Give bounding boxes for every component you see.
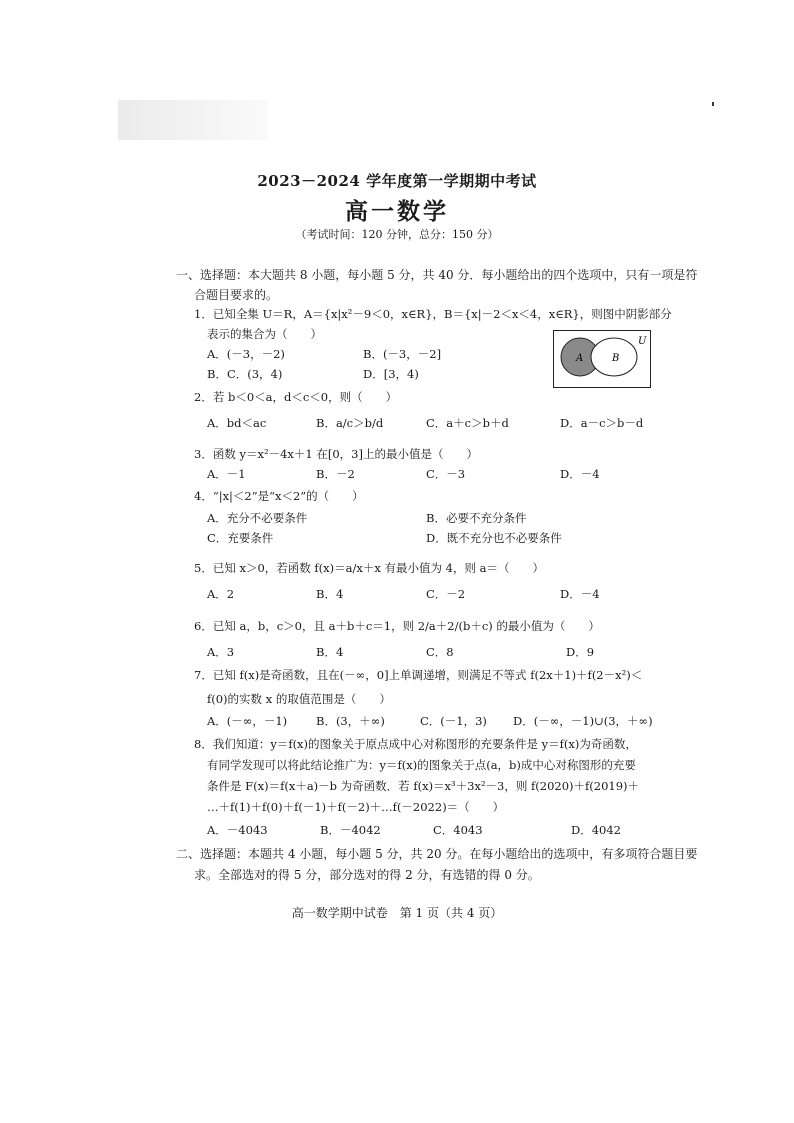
q6-option-a: A．3 [207, 645, 235, 659]
section2-intro-line2: 求。全部选对的得 5 分，部分选对的得 2 分，有选错的得 0 分。 [194, 868, 540, 882]
q5-option-a: A．2 [207, 587, 235, 601]
venn-label-u: U [638, 336, 647, 347]
q4-option-d: D．既不充分也不必要条件 [426, 531, 562, 545]
q3-stem: 3．函数 y＝x²－4x＋1 在[0，3]上的最小值是（ ） [194, 447, 478, 461]
q8-option-d: D．4042 [571, 823, 621, 837]
q4-option-b: B．必要不充分条件 [426, 511, 527, 525]
q5-option-d: D．－4 [560, 587, 600, 601]
scan-dot [712, 102, 714, 106]
q3-option-c: C．－3 [426, 467, 466, 481]
q8-stem-line2: 有同学发现可以将此结论推广为：y＝f(x)的图象关于点(a，b)成中心对称图形的充要 [207, 758, 636, 772]
q1-option-a: A．(－3，－2) [207, 347, 285, 361]
q8-stem-line1: 8．我们知道：y＝f(x)的图象关于原点成中心对称图形的充要条件是 y＝f(x)为奇函数， [194, 737, 637, 751]
venn-label-b: B [612, 353, 620, 364]
q5-stem: 5．已知 x＞0，若函数 f(x)＝a/x＋x 有最小值为 4，则 a＝（ ） [194, 561, 544, 575]
q4-option-a: A．充分不必要条件 [207, 511, 308, 525]
scan-smudge [118, 100, 268, 140]
q7-stem-line2: f(0)的实数 x 的取值范围是（ ） [207, 692, 391, 706]
q6-stem: 6．已知 a，b，c＞0，且 a＋b＋c＝1，则 2/a＋2/(b＋c) 的最小值为（ ） [194, 619, 600, 633]
q2-option-c: C．a＋c＞b＋d [426, 416, 509, 430]
q2-stem: 2．若 b＜0＜a，d＜c＜0，则（ ） [194, 390, 398, 404]
q7-option-c: C．(－1，3) [420, 714, 487, 728]
q7-option-d: D．(－∞，－1)∪(3，＋∞) [513, 714, 653, 728]
venn-svg [554, 331, 650, 387]
exam-info: （考试时间：120 分钟，总分：150 分） [295, 228, 499, 241]
q1-option-b: B．(－3，－2] [363, 347, 442, 361]
q4-option-c: C．充要条件 [207, 531, 274, 545]
q1-option-d: D．[3，4) [363, 367, 419, 381]
venn-diagram [553, 330, 651, 388]
q8-option-c: C．4043 [433, 823, 483, 837]
q8-stem-line4: …＋f(1)＋f(0)＋f(－1)＋f(－2)＋…f(－2022)＝（ ） [207, 800, 505, 814]
q3-option-d: D．－4 [560, 467, 600, 481]
q5-option-c: C．－2 [426, 587, 466, 601]
q6-option-c: C．8 [426, 645, 454, 659]
section1-intro-line2: 合题目要求的。 [194, 288, 279, 302]
q7-option-b: B．(3，＋∞) [316, 714, 385, 728]
q1-stem-line1: 1．已知全集 U＝R，A＝{x|x²－9＜0，x∈R}，B＝{x|－2＜x＜4，x∈R}，则图中阴影部分 [194, 307, 672, 321]
q6-option-d: D．9 [566, 645, 595, 659]
q4-stem: 4．“|x|＜2”是“x＜2”的（ ） [194, 489, 364, 503]
q1-stem-line2: 表示的集合为（ ） [207, 327, 322, 341]
q2-option-d: D．a－c＞b－d [560, 416, 644, 430]
q7-stem-line1: 7．已知 f(x)是奇函数，且在(－∞，0]上单调递增，则满足不等式 f(2x＋1)＋f(2－x²)＜ [194, 668, 643, 682]
q8-option-b: B．－4042 [320, 823, 381, 837]
section2-intro-line1: 二、选择题：本题共 4 小题，每小题 5 分，共 20 分。在每小题给出的选项中，有多项符合题目要 [176, 847, 698, 861]
q8-stem-line3: 条件是 F(x)＝f(x＋a)－b 为奇函数．若 f(x)＝x³＋3x²－3，则 f(2020)＋f(2019)＋ [207, 779, 640, 793]
q7-option-a: A．(－∞，－1) [207, 714, 288, 728]
section1-intro-line1: 一、选择题：本大题共 8 小题，每小题 5 分，共 40 分．每小题给出的四个选项中，只有一项是符 [176, 268, 698, 282]
page-title: 高一数学 [345, 198, 449, 225]
exam-year-heading: 2023－2024 学年度第一学期期中考试 [257, 172, 537, 190]
q3-option-b: B．－2 [316, 467, 355, 481]
q3-option-a: A．－1 [207, 467, 246, 481]
q5-option-b: B．4 [316, 587, 344, 601]
q2-option-a: A．bd＜ac [207, 416, 267, 430]
q8-option-a: A．－4043 [207, 823, 268, 837]
q1-option-c: B．C．(3，4) [207, 367, 283, 381]
q6-option-b: B．4 [316, 645, 344, 659]
page-footer: 高一数学期中试卷 第 1 页（共 4 页） [291, 906, 503, 920]
venn-label-a: A [576, 353, 584, 364]
q2-option-b: B．a/c＞b/d [316, 416, 384, 430]
